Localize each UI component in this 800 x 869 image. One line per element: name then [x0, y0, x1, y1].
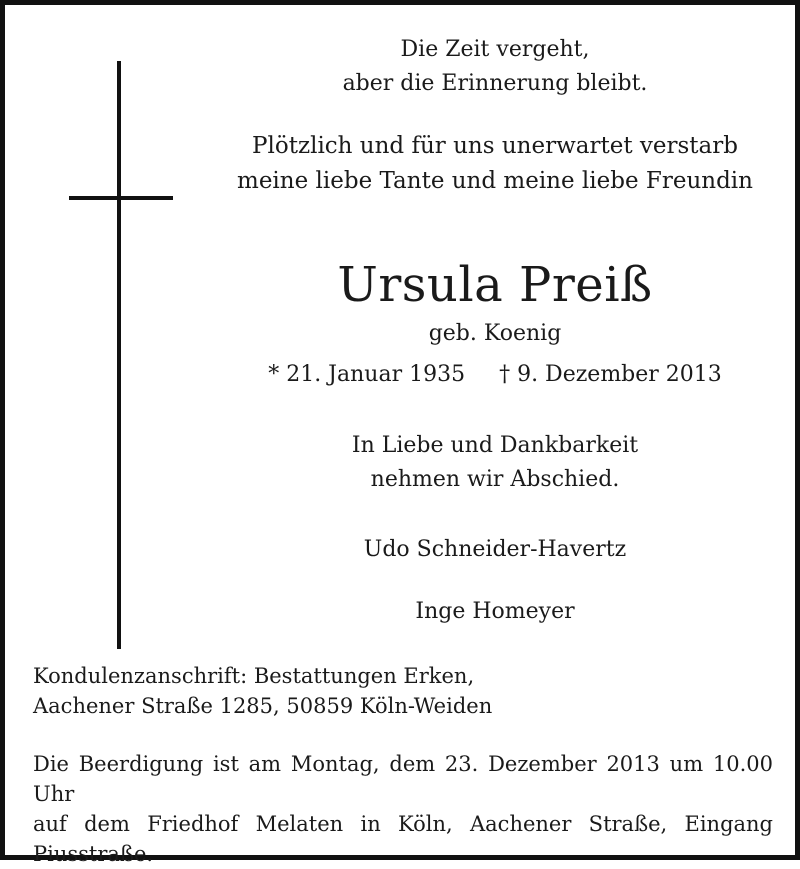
death-date: † 9. Dezember 2013: [499, 362, 722, 387]
condolence-address: [33, 661, 773, 721]
birth-name: geb. Koenig: [428, 321, 562, 346]
farewell-line-1: In Liebe und Dankbarkeit: [351, 433, 639, 458]
funeral-line-2: auf dem Friedhof Melaten in Köln, Aachener Straße, Eingang: [33, 812, 773, 836]
motto-line-1: Die Zeit vergeht,: [400, 37, 590, 62]
intro-line-1: Plötzlich und für uns unerwartet verstarb: [252, 133, 738, 159]
farewell-text: [185, 429, 800, 497]
condolence-line-2: Aachener Straße 1285, 50859 Köln-Weiden: [33, 694, 493, 718]
funeral-details: [33, 749, 773, 869]
intro-line-2: meine liebe Tante und meine liebe Freundin: [237, 168, 753, 194]
deceased-name: Ursula Preiß: [337, 257, 653, 313]
farewell-line-2: nehmen wir Abschied.: [370, 467, 620, 492]
intro-text: [185, 129, 800, 199]
life-dates: [185, 358, 800, 392]
mourner-name: Inge Homeyer: [415, 599, 575, 624]
cross-vertical-bar: [117, 61, 121, 649]
birth-date: * 21. Januar 1935: [268, 362, 466, 387]
motto: [185, 33, 800, 101]
motto-line-2: aber die Erinnerung bleibt.: [342, 71, 648, 96]
funeral-line-1: Die Beerdigung ist am Montag, dem 23. Dezember 2013 um 10.00 Uhr: [33, 752, 773, 806]
condolence-line-1: Kondulenzanschrift: Bestattungen Erken,: [33, 664, 475, 688]
cross-horizontal-bar: [69, 196, 173, 200]
funeral-line-3: Piusstraße.: [33, 842, 154, 866]
mourner-name: Udo Schneider-Havertz: [363, 537, 627, 562]
